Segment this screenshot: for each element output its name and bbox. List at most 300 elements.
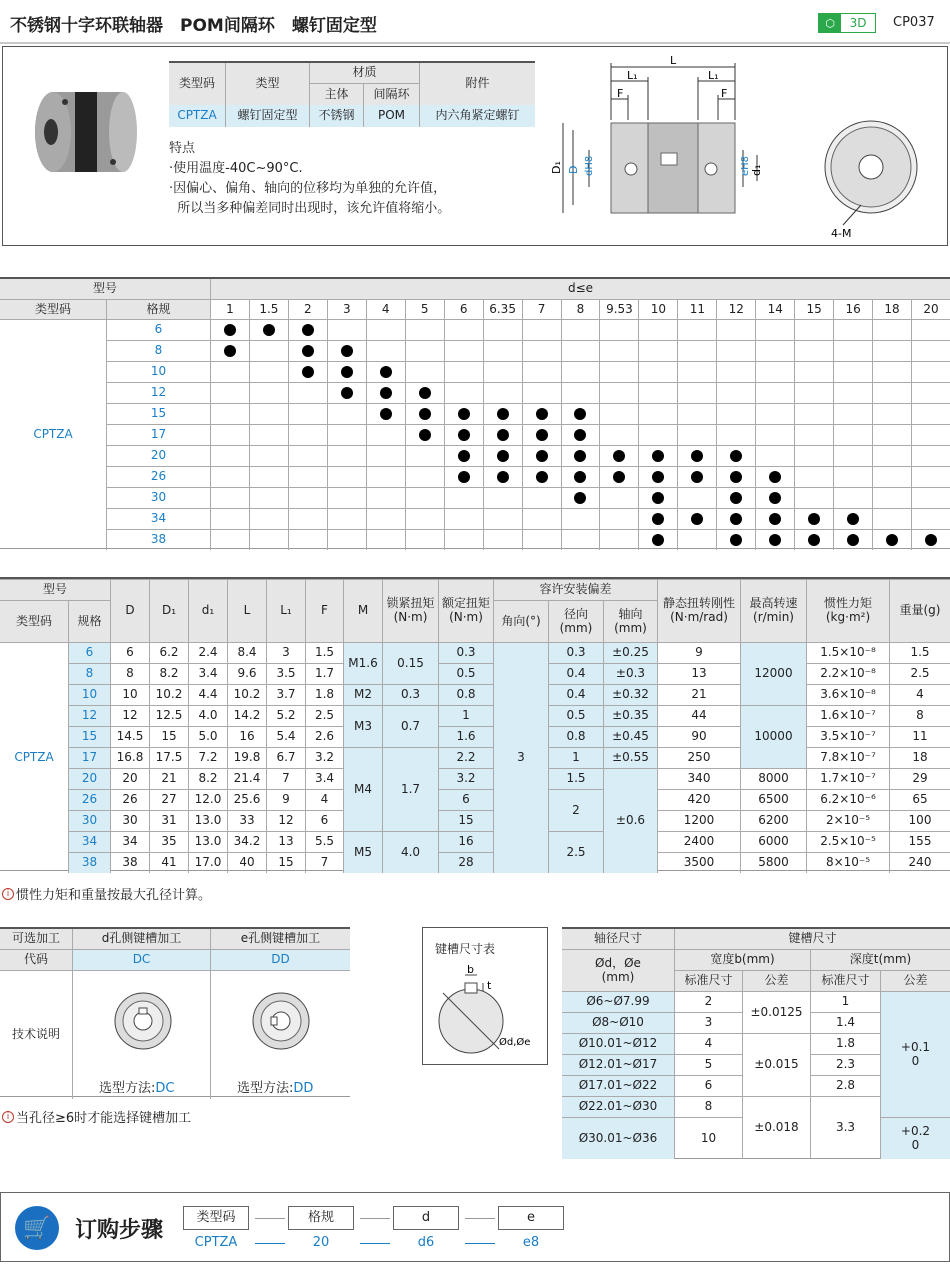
- matrix-cell: [872, 382, 911, 403]
- matrix-cell: [755, 382, 794, 403]
- spec-cell: 2.2: [438, 747, 493, 768]
- matrix-spec: 20: [106, 445, 210, 466]
- spec-cell: 17.0: [188, 852, 227, 873]
- order-field-value: e8: [522, 1234, 540, 1250]
- spec-cell: 2.6: [305, 726, 343, 747]
- matrix-cell: [210, 508, 249, 529]
- dd-keyway-diagram: [251, 991, 311, 1051]
- order-field-label[interactable]: d: [393, 1206, 459, 1230]
- matrix-cell: [327, 382, 366, 403]
- inertia-note: i 惯性力矩和重量按最大孔径计算。: [2, 884, 211, 903]
- matrix-cell: [561, 445, 600, 466]
- matrix-cell: [638, 445, 677, 466]
- available-dot: [652, 513, 664, 525]
- available-dot: [769, 492, 781, 504]
- matrix-cell: [755, 361, 794, 382]
- spec-head: 重量(g): [889, 579, 950, 642]
- matrix-cell: [249, 424, 288, 445]
- matrix-cell: [794, 424, 833, 445]
- matrix-cell: [327, 403, 366, 424]
- spec-cell: 11: [889, 726, 950, 747]
- spec-head: 惯性力矩(kg·m²): [806, 579, 889, 642]
- spec-cell: 35: [149, 831, 188, 852]
- matrix-cell: [599, 361, 638, 382]
- matrix-cell: [755, 319, 794, 340]
- spec-cell: 1.6×10⁻⁷: [806, 705, 889, 726]
- spec-cell: 7.8×10⁻⁷: [806, 747, 889, 768]
- svg-text:D₁: D₁: [550, 161, 563, 174]
- matrix-cell: [677, 508, 716, 529]
- spec-radial: 2.5: [548, 831, 603, 873]
- spec-cell: 9: [266, 789, 305, 810]
- matrix-cell: [210, 319, 249, 340]
- matrix-cell: [599, 319, 638, 340]
- order-field-value: CPTZA: [194, 1234, 238, 1250]
- available-dot: [886, 534, 898, 546]
- available-dot: [730, 513, 742, 525]
- key-width: 2: [674, 991, 742, 1012]
- matrix-cell: [833, 487, 872, 508]
- matrix-head-type: 类型码: [0, 299, 106, 319]
- order-field-label[interactable]: 类型码: [183, 1206, 249, 1230]
- matrix-cell: [677, 445, 716, 466]
- matrix-cell: [444, 445, 483, 466]
- option-code-dc[interactable]: DC: [72, 949, 210, 970]
- matrix-cell: [794, 466, 833, 487]
- matrix-cell: [366, 529, 405, 550]
- available-dot: [263, 324, 275, 336]
- cube-icon: ⬡: [819, 14, 841, 32]
- spec-lock: 0.7: [382, 705, 438, 747]
- matrix-cell: [288, 361, 327, 382]
- spec-cell: 6.2×10⁻⁶: [806, 789, 889, 810]
- matrix-cell: [522, 487, 561, 508]
- order-connector: [360, 1243, 390, 1244]
- spec-cell: 8: [68, 663, 110, 684]
- matrix-cell: [210, 340, 249, 361]
- matrix-cell: [483, 340, 522, 361]
- matrix-cell: [794, 487, 833, 508]
- spec-speed: 12000: [740, 642, 806, 705]
- available-dot: [652, 534, 664, 546]
- key-head: 公差: [742, 970, 810, 991]
- matrix-spec: 10: [106, 361, 210, 382]
- available-dot: [224, 324, 236, 336]
- matrix-cell: [638, 508, 677, 529]
- matrix-col-header: 20: [911, 299, 950, 319]
- spec-cell: 1.7×10⁻⁷: [806, 768, 889, 789]
- matrix-cell: [288, 445, 327, 466]
- spec-cell: 21.4: [227, 768, 266, 789]
- matrix-cell: [716, 319, 755, 340]
- matrix-cell: [210, 487, 249, 508]
- available-dot: [769, 471, 781, 483]
- matrix-cell: [249, 340, 288, 361]
- matrix-col-header: 18: [872, 299, 911, 319]
- matrix-col-header: 5: [405, 299, 444, 319]
- spec-head: 型号: [0, 579, 110, 600]
- spec-cell: 0.4: [548, 663, 603, 684]
- matrix-col-header: 8: [561, 299, 600, 319]
- matrix-cell: [599, 529, 638, 550]
- spec-head: D: [110, 579, 149, 642]
- matrix-cell: [483, 382, 522, 403]
- spec-cell: 26: [110, 789, 149, 810]
- spec-cell: 0.5: [548, 705, 603, 726]
- spec-m: M3: [343, 705, 382, 747]
- available-dot: [380, 408, 392, 420]
- spec-head: d₁: [188, 579, 227, 642]
- matrix-cell: [210, 445, 249, 466]
- spec-cell: 12.0: [188, 789, 227, 810]
- spec-cell: 4.4: [188, 684, 227, 705]
- available-dot: [847, 513, 859, 525]
- spec-cell: 1.6: [438, 726, 493, 747]
- matrix-cell: [444, 382, 483, 403]
- spec-speed: 6500: [740, 789, 806, 810]
- matrix-cell: [288, 424, 327, 445]
- available-dot: [574, 492, 586, 504]
- spec-cell: 10.2: [227, 684, 266, 705]
- spec-cell: 240: [889, 852, 950, 873]
- matrix-cell: [794, 529, 833, 550]
- matrix-cell: [716, 508, 755, 529]
- spec-cell: 4: [305, 789, 343, 810]
- type-table: 类型码 类型 材质 主体 间隔环 附件 CPTZA 螺钉固定型 不锈钢 POM 内六角紧定螺钉: [169, 61, 535, 125]
- spec-angle: 3: [493, 642, 548, 873]
- matrix-cell: [599, 445, 638, 466]
- matrix-cell: [833, 403, 872, 424]
- spec-cell: 1.7: [305, 663, 343, 684]
- matrix-cell: [366, 508, 405, 529]
- spec-cell: 25.6: [227, 789, 266, 810]
- key-width: 8: [674, 1096, 742, 1117]
- spec-cell: 3: [266, 642, 305, 663]
- matrix-cell: [366, 319, 405, 340]
- matrix-cell: [599, 340, 638, 361]
- spec-cell: 7: [266, 768, 305, 789]
- spec-head: L: [227, 579, 266, 642]
- matrix-col-header: 9.53: [599, 299, 638, 319]
- svg-text:eH8: eH8: [740, 155, 751, 176]
- keyway-note: i 当孔径≥6时才能选择键槽加工: [2, 1107, 191, 1126]
- spec-cell: 5.5: [305, 831, 343, 852]
- key-wtol: ±0.015: [742, 1033, 810, 1096]
- available-dot: [730, 450, 742, 462]
- key-shaft: Ø8~Ø10: [562, 1012, 674, 1033]
- spec-cell: 8.2: [188, 768, 227, 789]
- spec-cell: 20: [110, 768, 149, 789]
- spec-cell: 1200: [657, 810, 740, 831]
- available-dot: [691, 450, 703, 462]
- matrix-cell: [833, 424, 872, 445]
- spec-cell: 4.0: [188, 705, 227, 726]
- svg-text:D: D: [567, 165, 580, 174]
- matrix-col-header: 14: [755, 299, 794, 319]
- spec-cell: 30: [110, 810, 149, 831]
- matrix-cell: [677, 487, 716, 508]
- matrix-cell: [288, 466, 327, 487]
- spec-lock: 0.3: [382, 684, 438, 705]
- key-head: 轴径尺寸: [562, 929, 674, 949]
- spec-axial: ±0.6: [603, 768, 657, 873]
- spec-cell: ±0.35: [603, 705, 657, 726]
- spec-radial: 2: [548, 789, 603, 831]
- order-field-label[interactable]: e: [498, 1206, 564, 1230]
- matrix-cell: [677, 466, 716, 487]
- spec-cell: 34: [68, 831, 110, 852]
- key-wtol: ±0.0125: [742, 991, 810, 1033]
- matrix-cell: [288, 382, 327, 403]
- matrix-cell: [327, 508, 366, 529]
- spec-cell: 8×10⁻⁵: [806, 852, 889, 873]
- spec-cell: 13.0: [188, 810, 227, 831]
- matrix-cell: [522, 424, 561, 445]
- svg-text:b: b: [467, 963, 474, 976]
- matrix-cell: [599, 487, 638, 508]
- matrix-cell: [327, 445, 366, 466]
- matrix-col-header: 2: [288, 299, 327, 319]
- matrix-cell: [483, 529, 522, 550]
- matrix-cell: [249, 487, 288, 508]
- spec-cell: 13: [657, 663, 740, 684]
- matrix-cell: [755, 466, 794, 487]
- matrix-cell: [366, 445, 405, 466]
- matrix-head-model: 型号: [0, 279, 210, 299]
- keyway-diagram-box: 键槽尺寸表 b t Ød,Øe: [422, 927, 548, 1065]
- keyway-diagram: [433, 963, 543, 1058]
- spec-cell: 19.8: [227, 747, 266, 768]
- spec-cell: 1: [438, 705, 493, 726]
- matrix-cell: [599, 403, 638, 424]
- matrix-cell: [638, 424, 677, 445]
- available-dot: [302, 366, 314, 378]
- matrix-cell: [833, 319, 872, 340]
- matrix-cell: [288, 319, 327, 340]
- matrix-cell: [327, 487, 366, 508]
- matrix-cell: [405, 403, 444, 424]
- available-dot: [536, 450, 548, 462]
- spec-cell: 0.8: [548, 726, 603, 747]
- key-shaft: Ø6~Ø7.99: [562, 991, 674, 1012]
- spec-cell: 14.2: [227, 705, 266, 726]
- matrix-cell: [405, 466, 444, 487]
- matrix-cell: [483, 424, 522, 445]
- matrix-cell: [405, 487, 444, 508]
- available-dot: [458, 429, 470, 441]
- order-field-value: d6: [417, 1234, 435, 1250]
- matrix-cell: [561, 508, 600, 529]
- available-dot: [847, 534, 859, 546]
- matrix-cell: [911, 445, 950, 466]
- matrix-cell: [561, 361, 600, 382]
- spec-cell: 6.7: [266, 747, 305, 768]
- key-head: 标准尺寸: [810, 970, 880, 991]
- matrix-cell: [833, 340, 872, 361]
- matrix-cell: [911, 340, 950, 361]
- spec-cell: 2.4: [188, 642, 227, 663]
- key-wtol: ±0.018: [742, 1096, 810, 1159]
- spec-cell: 65: [889, 789, 950, 810]
- spec-cell: 33: [227, 810, 266, 831]
- matrix-cell: [249, 529, 288, 550]
- cart-icon: 🛒: [15, 1206, 59, 1250]
- available-dot: [925, 534, 937, 546]
- matrix-cell: [833, 466, 872, 487]
- info-icon: i: [2, 1111, 14, 1123]
- matrix-cell: [444, 403, 483, 424]
- matrix-cell: [444, 319, 483, 340]
- spec-cell: ±0.3: [603, 663, 657, 684]
- matrix-cell: [366, 361, 405, 382]
- spec-cell: 13: [266, 831, 305, 852]
- key-head: 深度t(mm): [810, 949, 950, 970]
- matrix-cell: [911, 466, 950, 487]
- spec-cell: 420: [657, 789, 740, 810]
- spec-cell: 27: [149, 789, 188, 810]
- matrix-cell: [483, 508, 522, 529]
- svg-text:d₁: d₁: [750, 164, 763, 176]
- spec-cell: 0.8: [438, 684, 493, 705]
- matrix-spec: 34: [106, 508, 210, 529]
- available-dot: [652, 450, 664, 462]
- matrix-cell: [716, 529, 755, 550]
- spec-head: 容许安装偏差: [493, 579, 657, 600]
- spec-cell: 3.5×10⁻⁷: [806, 726, 889, 747]
- spec-cell: 0.4: [548, 684, 603, 705]
- matrix-cell: [405, 382, 444, 403]
- matrix-cell: [872, 424, 911, 445]
- matrix-cell: [599, 466, 638, 487]
- order-field-label[interactable]: 格规: [288, 1206, 354, 1230]
- matrix-cell: [210, 382, 249, 403]
- matrix-cell: [522, 361, 561, 382]
- options-table: 可选加工 d孔侧键槽加工 e孔侧键槽加工 代码 DC DD 技术说明 选型方法:DC 选型方法:DD: [0, 927, 350, 1097]
- matrix-cell: [833, 382, 872, 403]
- matrix-cell: [911, 487, 950, 508]
- matrix-cell: [599, 382, 638, 403]
- spec-cell: 40: [227, 852, 266, 873]
- info-icon: i: [2, 888, 14, 900]
- spec-cell: 2400: [657, 831, 740, 852]
- matrix-cell: [405, 508, 444, 529]
- order-connector: [255, 1218, 285, 1219]
- key-head: 键槽尺寸: [674, 929, 950, 949]
- matrix-head-spec: 格规: [106, 299, 210, 319]
- matrix-cell: [327, 466, 366, 487]
- available-dot: [341, 345, 353, 357]
- matrix-cell: [366, 424, 405, 445]
- spec-head: 静态扭转刚性(N·m/rad): [657, 579, 740, 642]
- matrix-cell: [638, 403, 677, 424]
- matrix-cell: [833, 508, 872, 529]
- spec-cell: 21: [657, 684, 740, 705]
- intro-section: [2, 46, 948, 246]
- order-title: 订购步骤: [75, 1218, 164, 1243]
- key-depth: 2.3: [810, 1054, 880, 1075]
- available-dot: [497, 408, 509, 420]
- key-depth: 2.8: [810, 1075, 880, 1096]
- svg-text:4-M: 4-M: [831, 227, 852, 240]
- matrix-cell: [755, 508, 794, 529]
- svg-text:L₁: L₁: [708, 69, 719, 82]
- matrix-cell: [405, 445, 444, 466]
- matrix-cell: [872, 340, 911, 361]
- svg-text:Ød,Øe: Ød,Øe: [499, 1037, 531, 1048]
- matrix-cell: [405, 529, 444, 550]
- spec-cell: 1.5: [305, 642, 343, 663]
- available-dot: [497, 450, 509, 462]
- spec-speed: 8000: [740, 768, 806, 789]
- spec-cell: 5.0: [188, 726, 227, 747]
- matrix-cell: [677, 529, 716, 550]
- available-dot: [730, 534, 742, 546]
- spec-head: 额定扭矩(N·m): [438, 579, 493, 642]
- matrix-col-header: 10: [638, 299, 677, 319]
- matrix-cell: [911, 361, 950, 382]
- spec-cell: 31: [149, 810, 188, 831]
- matrix-cell: [716, 466, 755, 487]
- spec-speed: 10000: [740, 705, 806, 768]
- available-dot: [769, 513, 781, 525]
- matrix-cell: [911, 529, 950, 550]
- matrix-cell: [716, 403, 755, 424]
- matrix-cell: [716, 340, 755, 361]
- matrix-cell: [677, 361, 716, 382]
- available-dot: [497, 429, 509, 441]
- matrix-cell: [522, 445, 561, 466]
- available-dot: [302, 324, 314, 336]
- matrix-cell: [599, 508, 638, 529]
- spec-head: 角向(°): [493, 600, 548, 642]
- spec-cell: 7.2: [188, 747, 227, 768]
- spec-table: [0, 577, 950, 871]
- matrix-cell: [522, 403, 561, 424]
- matrix-cell: [638, 529, 677, 550]
- matrix-col-header: 3: [327, 299, 366, 319]
- matrix-cell: [872, 466, 911, 487]
- matrix-cell: [288, 529, 327, 550]
- matrix-cell: [872, 445, 911, 466]
- spec-head: 径向(mm): [548, 600, 603, 642]
- matrix-cell: [366, 466, 405, 487]
- matrix-cell: [444, 361, 483, 382]
- key-width: 5: [674, 1054, 742, 1075]
- matrix-cell: [366, 403, 405, 424]
- matrix-cell: [872, 403, 911, 424]
- 3d-badge[interactable]: ⬡ 3D: [818, 13, 876, 33]
- spec-m: M4: [343, 747, 382, 831]
- spec-cell: 15: [68, 726, 110, 747]
- matrix-cell: [405, 424, 444, 445]
- matrix-cell: [483, 487, 522, 508]
- spec-cell: 28: [438, 852, 493, 873]
- matrix-cell: [561, 529, 600, 550]
- matrix-cell: [561, 340, 600, 361]
- spec-cell: 26: [68, 789, 110, 810]
- spec-cell: 17: [68, 747, 110, 768]
- spec-cell: 250: [657, 747, 740, 768]
- matrix-cell: [561, 466, 600, 487]
- available-dot: [769, 534, 781, 546]
- order-connector: [360, 1218, 390, 1219]
- spec-cell: 2.5: [305, 705, 343, 726]
- matrix-cell: [522, 340, 561, 361]
- key-depth: 3.3: [810, 1096, 880, 1159]
- matrix-cell: [522, 319, 561, 340]
- spec-cell: 10.2: [149, 684, 188, 705]
- option-code-dd[interactable]: DD: [210, 949, 350, 970]
